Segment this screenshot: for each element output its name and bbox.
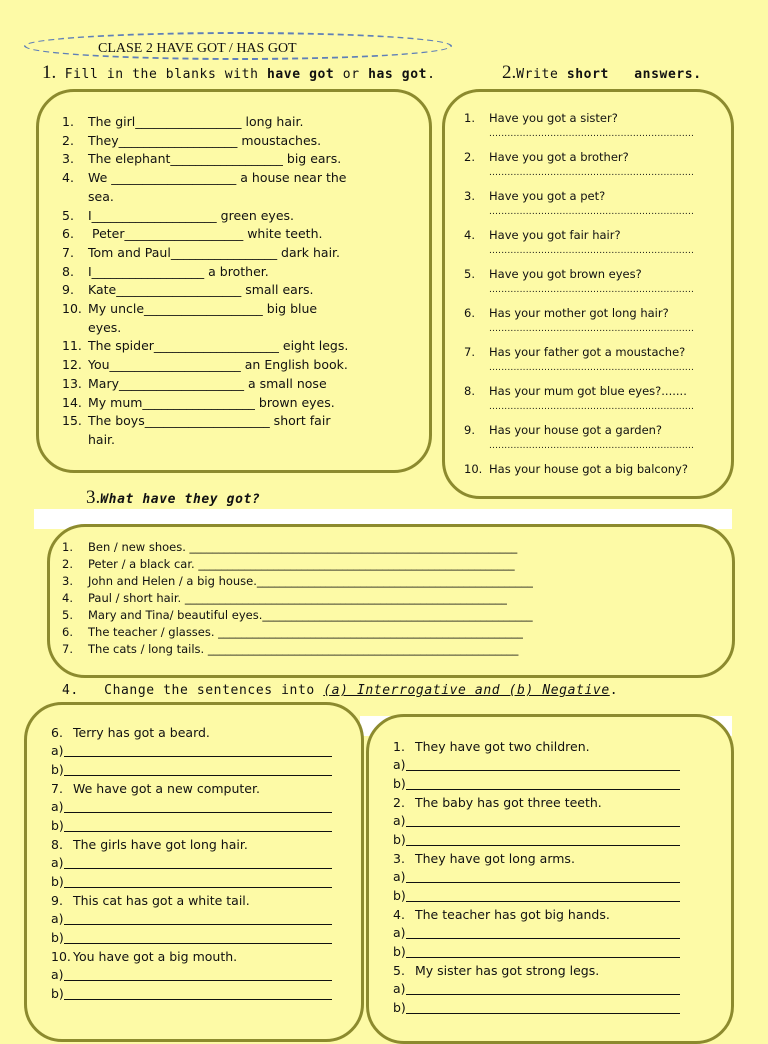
item-number: 5. xyxy=(62,608,73,622)
sentence-item xyxy=(393,793,693,812)
transform-list-right xyxy=(393,737,693,1017)
answer-label: b) xyxy=(51,929,64,945)
item-text: My sister has got strong legs. xyxy=(415,963,600,978)
item-number xyxy=(62,431,88,450)
item-number: 6. xyxy=(62,625,73,639)
item-number: 4. xyxy=(62,591,73,605)
interrogative-line xyxy=(393,924,693,943)
answer-label: b) xyxy=(393,999,406,1015)
item-text: The elephant__________________ big ears. xyxy=(88,151,342,167)
item-number: 2. xyxy=(62,557,73,571)
item-text: eyes. xyxy=(88,319,122,335)
item-text: Have you got a pet? xyxy=(489,189,606,203)
answer-blank xyxy=(406,999,680,1014)
item-text: The girl_________________ long hair. xyxy=(88,114,304,129)
item-text: The spider____________________ eight legs. xyxy=(88,338,349,354)
item-number: 3. xyxy=(464,189,475,203)
negative-line xyxy=(393,831,693,850)
answer-blank xyxy=(64,742,332,757)
sentence-item xyxy=(51,891,341,910)
section-3-number: 3. xyxy=(86,487,101,508)
item-number: 4. xyxy=(393,907,405,922)
item-text: I__________________ a brother. xyxy=(88,263,269,279)
item-text: We ____________________ a house near the xyxy=(88,170,347,186)
item-text: Has your father got a moustache? xyxy=(489,345,686,359)
item-text: Kate____________________ small ears. xyxy=(88,282,314,298)
item-text: sea. xyxy=(88,188,114,204)
sentence-item xyxy=(393,905,693,924)
item-text: Have you got a brother? xyxy=(489,150,629,164)
item-text: Paul / short hair. ________________________________________________________ xyxy=(88,591,507,605)
item-number: 3. xyxy=(393,851,405,866)
item-text: The girls have got long hair. xyxy=(73,837,248,852)
sentence-item xyxy=(393,961,693,980)
item-number xyxy=(62,319,88,338)
list-item xyxy=(62,150,417,169)
list-item xyxy=(62,337,417,356)
item-number: 7. xyxy=(464,345,475,359)
item-number: 10. xyxy=(51,949,71,964)
item-text: You have got a big mouth. xyxy=(73,949,238,964)
list-item xyxy=(62,431,417,450)
fill-in-list xyxy=(62,113,417,450)
negative-line xyxy=(393,887,693,906)
question-item xyxy=(464,383,704,400)
interrogative-line xyxy=(393,980,693,999)
answer-blank xyxy=(64,966,332,981)
question-item xyxy=(464,305,704,322)
answer-blank xyxy=(64,929,332,944)
item-number: 4. xyxy=(62,170,74,186)
interrogative-line xyxy=(393,812,693,831)
list-item xyxy=(62,375,417,394)
negative-line xyxy=(51,929,341,948)
item-number: 5. xyxy=(393,963,405,978)
item-number: 1. xyxy=(62,540,73,554)
answer-line: ................................................................... xyxy=(489,441,695,451)
negative-line xyxy=(51,873,341,892)
item-text: Have you got brown eyes? xyxy=(489,267,642,281)
item-number: 1. xyxy=(62,114,74,129)
interrogative-line xyxy=(393,868,693,887)
answer-line: ................................................................... xyxy=(489,285,695,295)
item-number: 8. xyxy=(62,263,74,279)
answer-blank xyxy=(64,761,332,776)
item-number: 8. xyxy=(51,837,63,852)
answer-label: a) xyxy=(51,911,64,926)
item-number: 10. xyxy=(464,462,483,476)
answer-blank xyxy=(406,812,680,827)
item-text: They___________________ moustaches. xyxy=(88,132,322,148)
item-number: 1. xyxy=(464,111,475,125)
short-answers-list xyxy=(464,110,704,478)
answer-blank xyxy=(64,985,332,1000)
item-number: 6. xyxy=(464,306,475,320)
section-2-heading: 2.Write short answers. xyxy=(502,62,702,83)
answer-blank xyxy=(406,775,680,790)
question-item xyxy=(464,227,704,244)
list-item xyxy=(62,132,417,151)
answer-label: b) xyxy=(393,831,406,847)
item-number: 4. xyxy=(464,228,475,242)
answer-blank xyxy=(64,854,332,869)
item-text: Have you got fair hair? xyxy=(489,228,621,242)
item-text: We have got a new computer. xyxy=(73,781,260,796)
item-text: Has your house got a garden? xyxy=(489,423,663,437)
answer-blank xyxy=(406,887,680,902)
negative-line xyxy=(393,943,693,962)
list-item xyxy=(62,188,417,207)
item-text: The teacher has got big hands. xyxy=(415,907,610,922)
item-text: Peter / a black car. _______________________________________________________ xyxy=(88,557,515,571)
question-item xyxy=(464,110,704,127)
item-text: The teacher / glasses. _____________________________________________________ xyxy=(88,625,523,639)
answer-label: b) xyxy=(51,985,64,1001)
item-number: 7. xyxy=(51,781,63,796)
answer-blank xyxy=(64,817,332,832)
negative-line xyxy=(51,985,341,1004)
negative-line xyxy=(393,999,693,1018)
list-item xyxy=(62,394,417,413)
answer-blank xyxy=(406,943,680,958)
sentence-item xyxy=(393,849,693,868)
sentence-item xyxy=(51,835,341,854)
answer-label: b) xyxy=(51,817,64,833)
sentence-item xyxy=(51,947,341,966)
answer-line: ................................................................... xyxy=(489,207,695,217)
list-item xyxy=(62,412,417,431)
list-item xyxy=(62,641,692,658)
item-text: Mary and Tina/ beautiful eyes._______________________________________________ xyxy=(88,608,533,622)
item-number: 3. xyxy=(62,151,74,167)
question-item xyxy=(464,149,704,166)
interrogative-line xyxy=(51,966,341,985)
sentence-item xyxy=(51,779,341,798)
answer-label: b) xyxy=(393,943,406,959)
answer-label: a) xyxy=(393,869,406,884)
item-text: Has your house got a big balcony? xyxy=(489,462,688,476)
item-text: The cats / long tails. ______________________________________________________ xyxy=(88,642,519,656)
answer-blank xyxy=(406,980,680,995)
negative-line xyxy=(393,775,693,794)
list-item xyxy=(62,263,417,282)
answer-label: a) xyxy=(51,743,64,758)
item-number: 13. xyxy=(62,375,82,391)
item-number: 2. xyxy=(393,795,405,810)
item-text: The baby has got three teeth. xyxy=(415,795,602,810)
what-have-they-got-list xyxy=(62,539,692,658)
item-number: 11. xyxy=(62,338,82,354)
answer-blank xyxy=(64,798,332,813)
section-2-number: 2. xyxy=(502,62,517,83)
answer-label: a) xyxy=(51,967,64,982)
transform-list-left xyxy=(51,723,341,1003)
item-number: 5. xyxy=(62,207,74,223)
list-item xyxy=(62,207,417,226)
item-text: Mary____________________ a small nose xyxy=(88,375,327,391)
item-number: 8. xyxy=(464,384,475,398)
item-number: 7. xyxy=(62,244,74,260)
worksheet-title: CLASE 2 HAVE GOT / HAS GOT xyxy=(98,42,297,56)
question-item xyxy=(464,266,704,283)
answer-label: a) xyxy=(51,799,64,814)
item-number: 10. xyxy=(62,301,82,317)
question-item xyxy=(464,422,704,439)
list-item xyxy=(62,539,692,556)
item-number: 14. xyxy=(62,394,82,410)
item-text: Has your mum got blue eyes?....... xyxy=(489,384,687,398)
list-item xyxy=(62,300,417,319)
item-number: 2. xyxy=(62,132,74,148)
item-text: The boys____________________ short fair xyxy=(88,413,331,429)
item-text: Tom and Paul_________________ dark hair. xyxy=(88,244,341,260)
list-item xyxy=(62,225,417,244)
answer-label: b) xyxy=(393,775,406,791)
answer-line: ................................................................... xyxy=(489,246,695,256)
answer-label: a) xyxy=(393,981,406,996)
item-text: My mum__________________ brown eyes. xyxy=(88,394,335,410)
item-number: 12. xyxy=(62,357,82,373)
item-number: 3. xyxy=(62,574,73,588)
negative-line xyxy=(51,761,341,780)
interrogative-line xyxy=(51,910,341,929)
answer-label: a) xyxy=(51,855,64,870)
item-number: 9. xyxy=(51,893,63,908)
section-4-heading: 4. Change the sentences into (a) Interrogative and (b) Negative. xyxy=(62,683,619,698)
answer-blank xyxy=(406,831,680,846)
question-item xyxy=(464,188,704,205)
list-item xyxy=(62,356,417,375)
list-item xyxy=(62,169,417,188)
list-item xyxy=(62,607,692,624)
answer-blank xyxy=(64,910,332,925)
item-number xyxy=(62,188,88,207)
item-text: Ben / new shoes. _________________________________________________________ xyxy=(88,540,518,554)
answer-blank xyxy=(406,924,680,939)
question-item xyxy=(464,461,704,478)
item-text: hair. xyxy=(88,431,116,447)
item-number: 1. xyxy=(393,739,405,754)
item-number: 9. xyxy=(62,282,74,298)
item-text: They have got two children. xyxy=(415,739,590,754)
answer-line: ................................................................... xyxy=(489,129,695,139)
item-number: 7. xyxy=(62,642,73,656)
item-text: John and Helen / a big house.________________________________________________ xyxy=(88,574,533,588)
list-item xyxy=(62,573,692,590)
answer-blank xyxy=(406,868,680,883)
item-text: My uncle___________________ big blue xyxy=(88,301,318,317)
sentence-item xyxy=(51,723,341,742)
list-item xyxy=(62,590,692,607)
answer-label: b) xyxy=(51,761,64,777)
item-text: Peter___________________ white teeth. xyxy=(88,226,323,242)
list-item xyxy=(62,113,417,132)
answer-blank xyxy=(406,756,680,771)
item-number: 15. xyxy=(62,413,82,429)
answer-label: a) xyxy=(393,813,406,828)
section-1-number: 1. xyxy=(42,62,57,83)
item-text: Have you got a sister? xyxy=(489,111,618,125)
item-text: You_____________________ an English book. xyxy=(88,357,348,373)
answer-line: ................................................................... xyxy=(489,363,695,373)
item-text: This cat has got a white tail. xyxy=(73,893,250,908)
item-text: They have got long arms. xyxy=(415,851,575,866)
interrogative-line xyxy=(51,742,341,761)
item-text: Has your mother got long hair? xyxy=(489,306,669,320)
item-number: 6. xyxy=(62,226,74,242)
answer-line: ................................................................... xyxy=(489,402,695,412)
item-number: 6. xyxy=(51,725,63,740)
sentence-item xyxy=(393,737,693,756)
answer-blank xyxy=(64,873,332,888)
list-item xyxy=(62,556,692,573)
interrogative-line xyxy=(51,854,341,873)
interrogative-line xyxy=(51,798,341,817)
answer-label: b) xyxy=(393,887,406,903)
list-item xyxy=(62,319,417,338)
answer-label: a) xyxy=(393,925,406,940)
item-number: 5. xyxy=(464,267,475,281)
item-text: Terry has got a beard. xyxy=(73,725,210,740)
question-item xyxy=(464,344,704,361)
item-number: 2. xyxy=(464,150,475,164)
item-number: 9. xyxy=(464,423,475,437)
answer-line: ................................................................... xyxy=(489,168,695,178)
interrogative-line xyxy=(393,756,693,775)
list-item xyxy=(62,244,417,263)
section-3-heading: 3.What have they got? xyxy=(86,487,261,508)
section-1-heading: 1. Fill in the blanks with have got or has got. xyxy=(42,62,436,83)
answer-line: ................................................................... xyxy=(489,324,695,334)
item-text: I____________________ green eyes. xyxy=(88,207,294,223)
list-item xyxy=(62,281,417,300)
list-item xyxy=(62,624,692,641)
answer-label: b) xyxy=(51,873,64,889)
answer-label: a) xyxy=(393,757,406,772)
negative-line xyxy=(51,817,341,836)
